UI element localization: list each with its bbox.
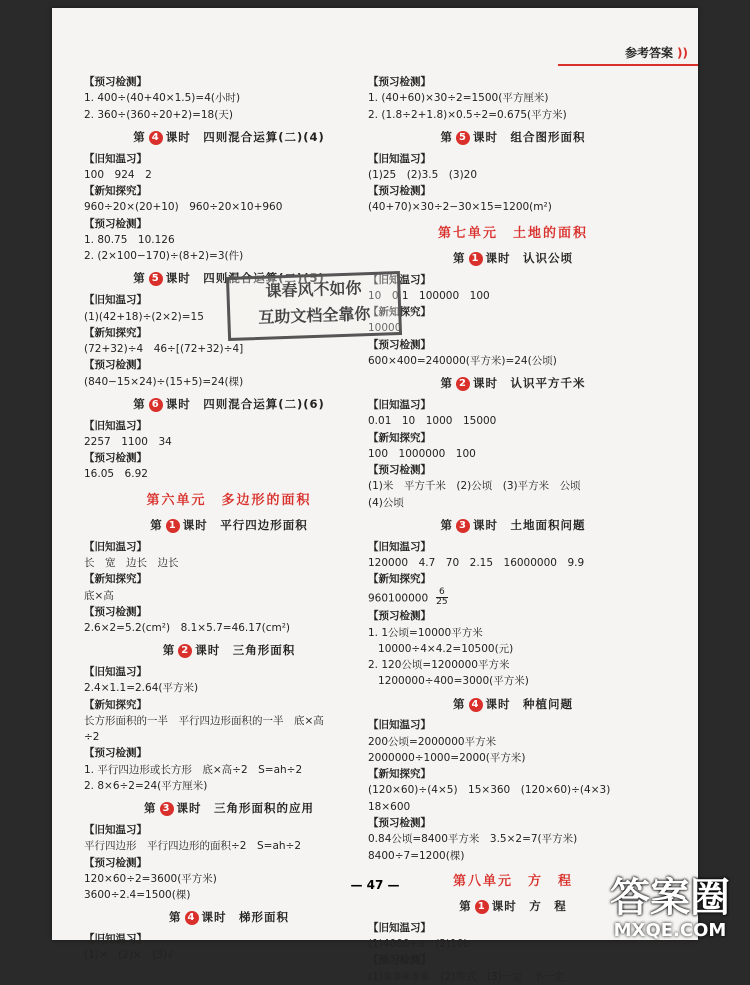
section-label: 【旧知温习】	[368, 151, 658, 167]
answer-line: 10 0.1 100000 100	[368, 288, 658, 304]
section-label: 【预习检测】	[84, 604, 374, 620]
section-label: 【预习检测】	[368, 952, 658, 968]
lesson-number-badge: 1	[469, 252, 483, 266]
answer-line: ÷2	[84, 729, 374, 745]
lesson-number-badge: 1	[475, 900, 489, 914]
lesson-title	[368, 250, 658, 268]
lesson-title	[84, 517, 374, 535]
unit-title: 第六单元 多边形的面积	[84, 491, 374, 511]
answer-page	[52, 8, 698, 940]
section-label: 【新知探究】	[368, 766, 658, 782]
answer-line: 1. 400÷(40+40×1.5)=4(小时)	[84, 90, 374, 106]
section-label: 【旧知温习】	[368, 920, 658, 936]
answer-line: (4)公顷	[368, 495, 658, 511]
section-label: 【旧知温习】	[368, 272, 658, 288]
lesson-name: 课时 四则混合运算(二)(4)	[166, 130, 325, 144]
answer-line: 18×600	[368, 799, 658, 815]
answer-line: 1. (40+60)×30÷2=1500(平方厘米)	[368, 90, 658, 106]
section-label: 【新知探究】	[84, 325, 374, 341]
header-rule	[558, 64, 698, 66]
answer-line: 100 924 2	[84, 167, 374, 183]
answer-line: 100 1000000 100	[368, 446, 658, 462]
lesson-name: 课时 三角形面积	[195, 643, 295, 657]
lesson-title	[84, 642, 374, 660]
unit-title: 第八单元 方 程	[368, 872, 658, 892]
answer-line: 0.01 10 1000 15000	[368, 413, 658, 429]
answer-line: 200公顷=2000000平方米	[368, 734, 658, 750]
section-label: 【旧知温习】	[368, 539, 658, 555]
lesson-prefix: 第	[133, 271, 146, 285]
answer-line: 2000000÷1000=2000(平方米)	[368, 750, 658, 766]
section-label: 【旧知温习】	[84, 418, 374, 434]
answer-line: 0.84公顷=8400平方米 3.5×2=7(平方米)	[368, 831, 658, 847]
lesson-number-badge: 4	[185, 911, 199, 925]
section-label: 【新知探究】	[368, 430, 658, 446]
section-label: 【预习检测】	[368, 815, 658, 831]
section-label: 【旧知温习】	[84, 539, 374, 555]
answer-line: 120000 4.7 70 2.15 16000000 9.9	[368, 555, 658, 571]
answer-line: 2. 120公顷=1200000平方米	[368, 657, 658, 673]
lesson-number-badge: 2	[456, 377, 470, 391]
page-header	[625, 44, 688, 61]
answer-line: 平行四边形 平行四边形的面积÷2 S=ah÷2	[84, 838, 374, 854]
lesson-title	[368, 517, 658, 535]
lesson-name: 课时 种植问题	[486, 697, 574, 711]
answer-line: 长方形面积的一半 平行四边形面积的一半 底×高	[84, 713, 374, 729]
lesson-title	[84, 800, 374, 818]
answer-line: (840−15×24)÷(15+5)=24(棵)	[84, 374, 374, 390]
answer-line: 600×400=240000(平方米)=24(公顷)	[368, 353, 658, 369]
watermark	[590, 876, 750, 948]
lesson-name: 课时 三角形面积的应用	[177, 801, 315, 815]
lesson-prefix: 第	[163, 643, 176, 657]
lesson-name: 课时 四则混合运算(二)(6)	[166, 397, 325, 411]
section-label: 【旧知温习】	[84, 822, 374, 838]
section-label: 【预习检测】	[84, 74, 374, 90]
sound-wave-icon: ))	[677, 46, 688, 60]
answer-line: (1)× (2)× (3)√	[84, 947, 374, 963]
section-label: 【旧知温习】	[84, 931, 374, 947]
section-label: 【预习检测】	[368, 183, 658, 199]
answer-line: (40+70)×30÷2−30×15=1200(m²)	[368, 199, 658, 215]
section-label: 【预习检测】	[368, 608, 658, 624]
section-label: 【预习检测】	[84, 745, 374, 761]
answer-line: 10000	[368, 320, 658, 336]
section-label: 【旧知温习】	[368, 397, 658, 413]
watermark-main: 答案圈	[590, 876, 750, 920]
section-label: 【旧知温习】	[84, 664, 374, 680]
section-label: 【预习检测】	[84, 216, 374, 232]
section-label: 【旧知温习】	[84, 292, 374, 308]
lesson-number-badge: 1	[166, 519, 180, 533]
answer-line: 2. (2×100−170)÷(8+2)=3(件)	[84, 248, 374, 264]
section-label: 【预习检测】	[84, 357, 374, 373]
lesson-number-badge: 3	[160, 802, 174, 816]
stamp	[226, 271, 402, 341]
denominator: 25	[436, 598, 447, 608]
answer-line: 2257 1100 34	[84, 434, 374, 450]
lesson-prefix: 第	[441, 130, 454, 144]
lesson-number-badge: 4	[149, 131, 163, 145]
lesson-title	[368, 696, 658, 714]
answer-line: (120×60)÷(4×5) 15×360 (120×60)÷(4×3)	[368, 782, 658, 798]
answer-line: 底×高	[84, 588, 374, 604]
answer-line	[368, 588, 658, 609]
lesson-prefix: 第	[459, 899, 472, 913]
answer-line: 960÷20×(20+10) 960÷20×10+960	[84, 199, 374, 215]
lesson-name: 课时 梯形面积	[202, 910, 290, 924]
answer-line: 2.4×1.1=2.64(平方米)	[84, 680, 374, 696]
lesson-number-badge: 3	[456, 519, 470, 533]
stamp-line-1: 课春风不如你	[229, 274, 398, 306]
answer-line: 1. 80.75 10.126	[84, 232, 374, 248]
answer-line: 2. 8×6÷2=24(平方厘米)	[84, 778, 374, 794]
section-label: 【新知探究】	[84, 697, 374, 713]
section-label: 【新知探究】	[368, 304, 658, 320]
answer-value: 960100000	[368, 592, 428, 604]
lesson-name: 课时 认识公顷	[486, 251, 574, 265]
lesson-prefix: 第	[133, 130, 146, 144]
answer-line: 8400÷7=1200(棵)	[368, 848, 658, 864]
watermark-sub: MXQE.COM	[590, 920, 750, 941]
lesson-prefix: 第	[453, 251, 466, 265]
lesson-title	[368, 375, 658, 393]
lesson-name: 课时 组合图形面积	[473, 130, 586, 144]
answer-line: (1)4000+a (2)10b	[368, 936, 658, 952]
answer-line: (1)①③④⑤⑥ (2)等式 (3)一定 不一定	[368, 969, 658, 985]
unit-title: 第七单元 土地的面积	[368, 224, 658, 244]
lesson-number-badge: 5	[456, 131, 470, 145]
answer-line: 长 宽 边长 边长	[84, 555, 374, 571]
answer-line: 10000÷4×4.2=10500(元)	[368, 641, 658, 657]
lesson-name: 课时 平行四边形面积	[183, 518, 308, 532]
answer-line: (1)米 平方千米 (2)公顷 (3)平方米 公顷	[368, 478, 658, 494]
lesson-number-badge: 6	[149, 398, 163, 412]
lesson-prefix: 第	[133, 397, 146, 411]
answer-line: (72+32)÷4 46÷[(72+32)÷4]	[84, 341, 374, 357]
section-label: 【旧知温习】	[368, 717, 658, 733]
lesson-title	[84, 909, 374, 927]
answer-line: 2.6×2=5.2(cm²) 8.1×5.7=46.17(cm²)	[84, 620, 374, 636]
answer-line: 3600÷2.4=1500(棵)	[84, 887, 374, 903]
answer-line: 2. (1.8÷2+1.8)×0.5÷2=0.675(平方米)	[368, 107, 658, 123]
answer-line: 16.05 6.92	[84, 466, 374, 482]
lesson-number-badge: 2	[178, 644, 192, 658]
lesson-name: 课时 认识平方千米	[473, 376, 586, 390]
section-label: 【新知探究】	[368, 571, 658, 587]
lesson-name: 课时 方 程	[492, 899, 567, 913]
header-title: 参考答案	[625, 44, 673, 61]
section-label: 【新知探究】	[84, 183, 374, 199]
section-label: 【旧知温习】	[84, 151, 374, 167]
answer-line: 1200000÷400=3000(平方米)	[368, 673, 658, 689]
left-column	[84, 74, 374, 964]
section-label: 【预习检测】	[84, 855, 374, 871]
answer-line: 1. 平行四边形或长方形 底×高÷2 S=ah÷2	[84, 762, 374, 778]
lesson-prefix: 第	[144, 801, 157, 815]
lesson-title	[84, 396, 374, 414]
right-column	[368, 74, 658, 985]
lesson-prefix: 第	[150, 518, 163, 532]
section-label: 【预习检测】	[368, 74, 658, 90]
answer-line: 1. 1公顷=10000平方米	[368, 625, 658, 641]
lesson-prefix: 第	[441, 518, 454, 532]
lesson-name: 课时 四则混合运算(二)(5)	[166, 271, 325, 285]
lesson-title	[84, 129, 374, 147]
lesson-title	[368, 129, 658, 147]
lesson-name: 课时 土地面积问题	[473, 518, 586, 532]
section-label: 【预习检测】	[84, 450, 374, 466]
page-number: — 47 —	[52, 878, 698, 892]
answer-line: 2. 360÷(360÷20+2)=18(天)	[84, 107, 374, 123]
section-label: 【新知探究】	[84, 571, 374, 587]
section-label: 【预习检测】	[368, 462, 658, 478]
lesson-number-badge: 5	[149, 272, 163, 286]
lesson-prefix: 第	[169, 910, 182, 924]
lesson-number-badge: 4	[469, 698, 483, 712]
stamp-line-2: 互助文档全靠你	[230, 300, 399, 332]
answer-line: (1)(42+18)÷(2×2)=15	[84, 309, 374, 325]
section-label: 【预习检测】	[368, 337, 658, 353]
answer-line: 120×60÷2=3600(平方米)	[84, 871, 374, 887]
answer-line: (1)25 (2)3.5 (3)20	[368, 167, 658, 183]
lesson-prefix: 第	[441, 376, 454, 390]
fraction	[436, 588, 447, 609]
lesson-prefix: 第	[453, 697, 466, 711]
numerator: 6	[436, 588, 447, 599]
